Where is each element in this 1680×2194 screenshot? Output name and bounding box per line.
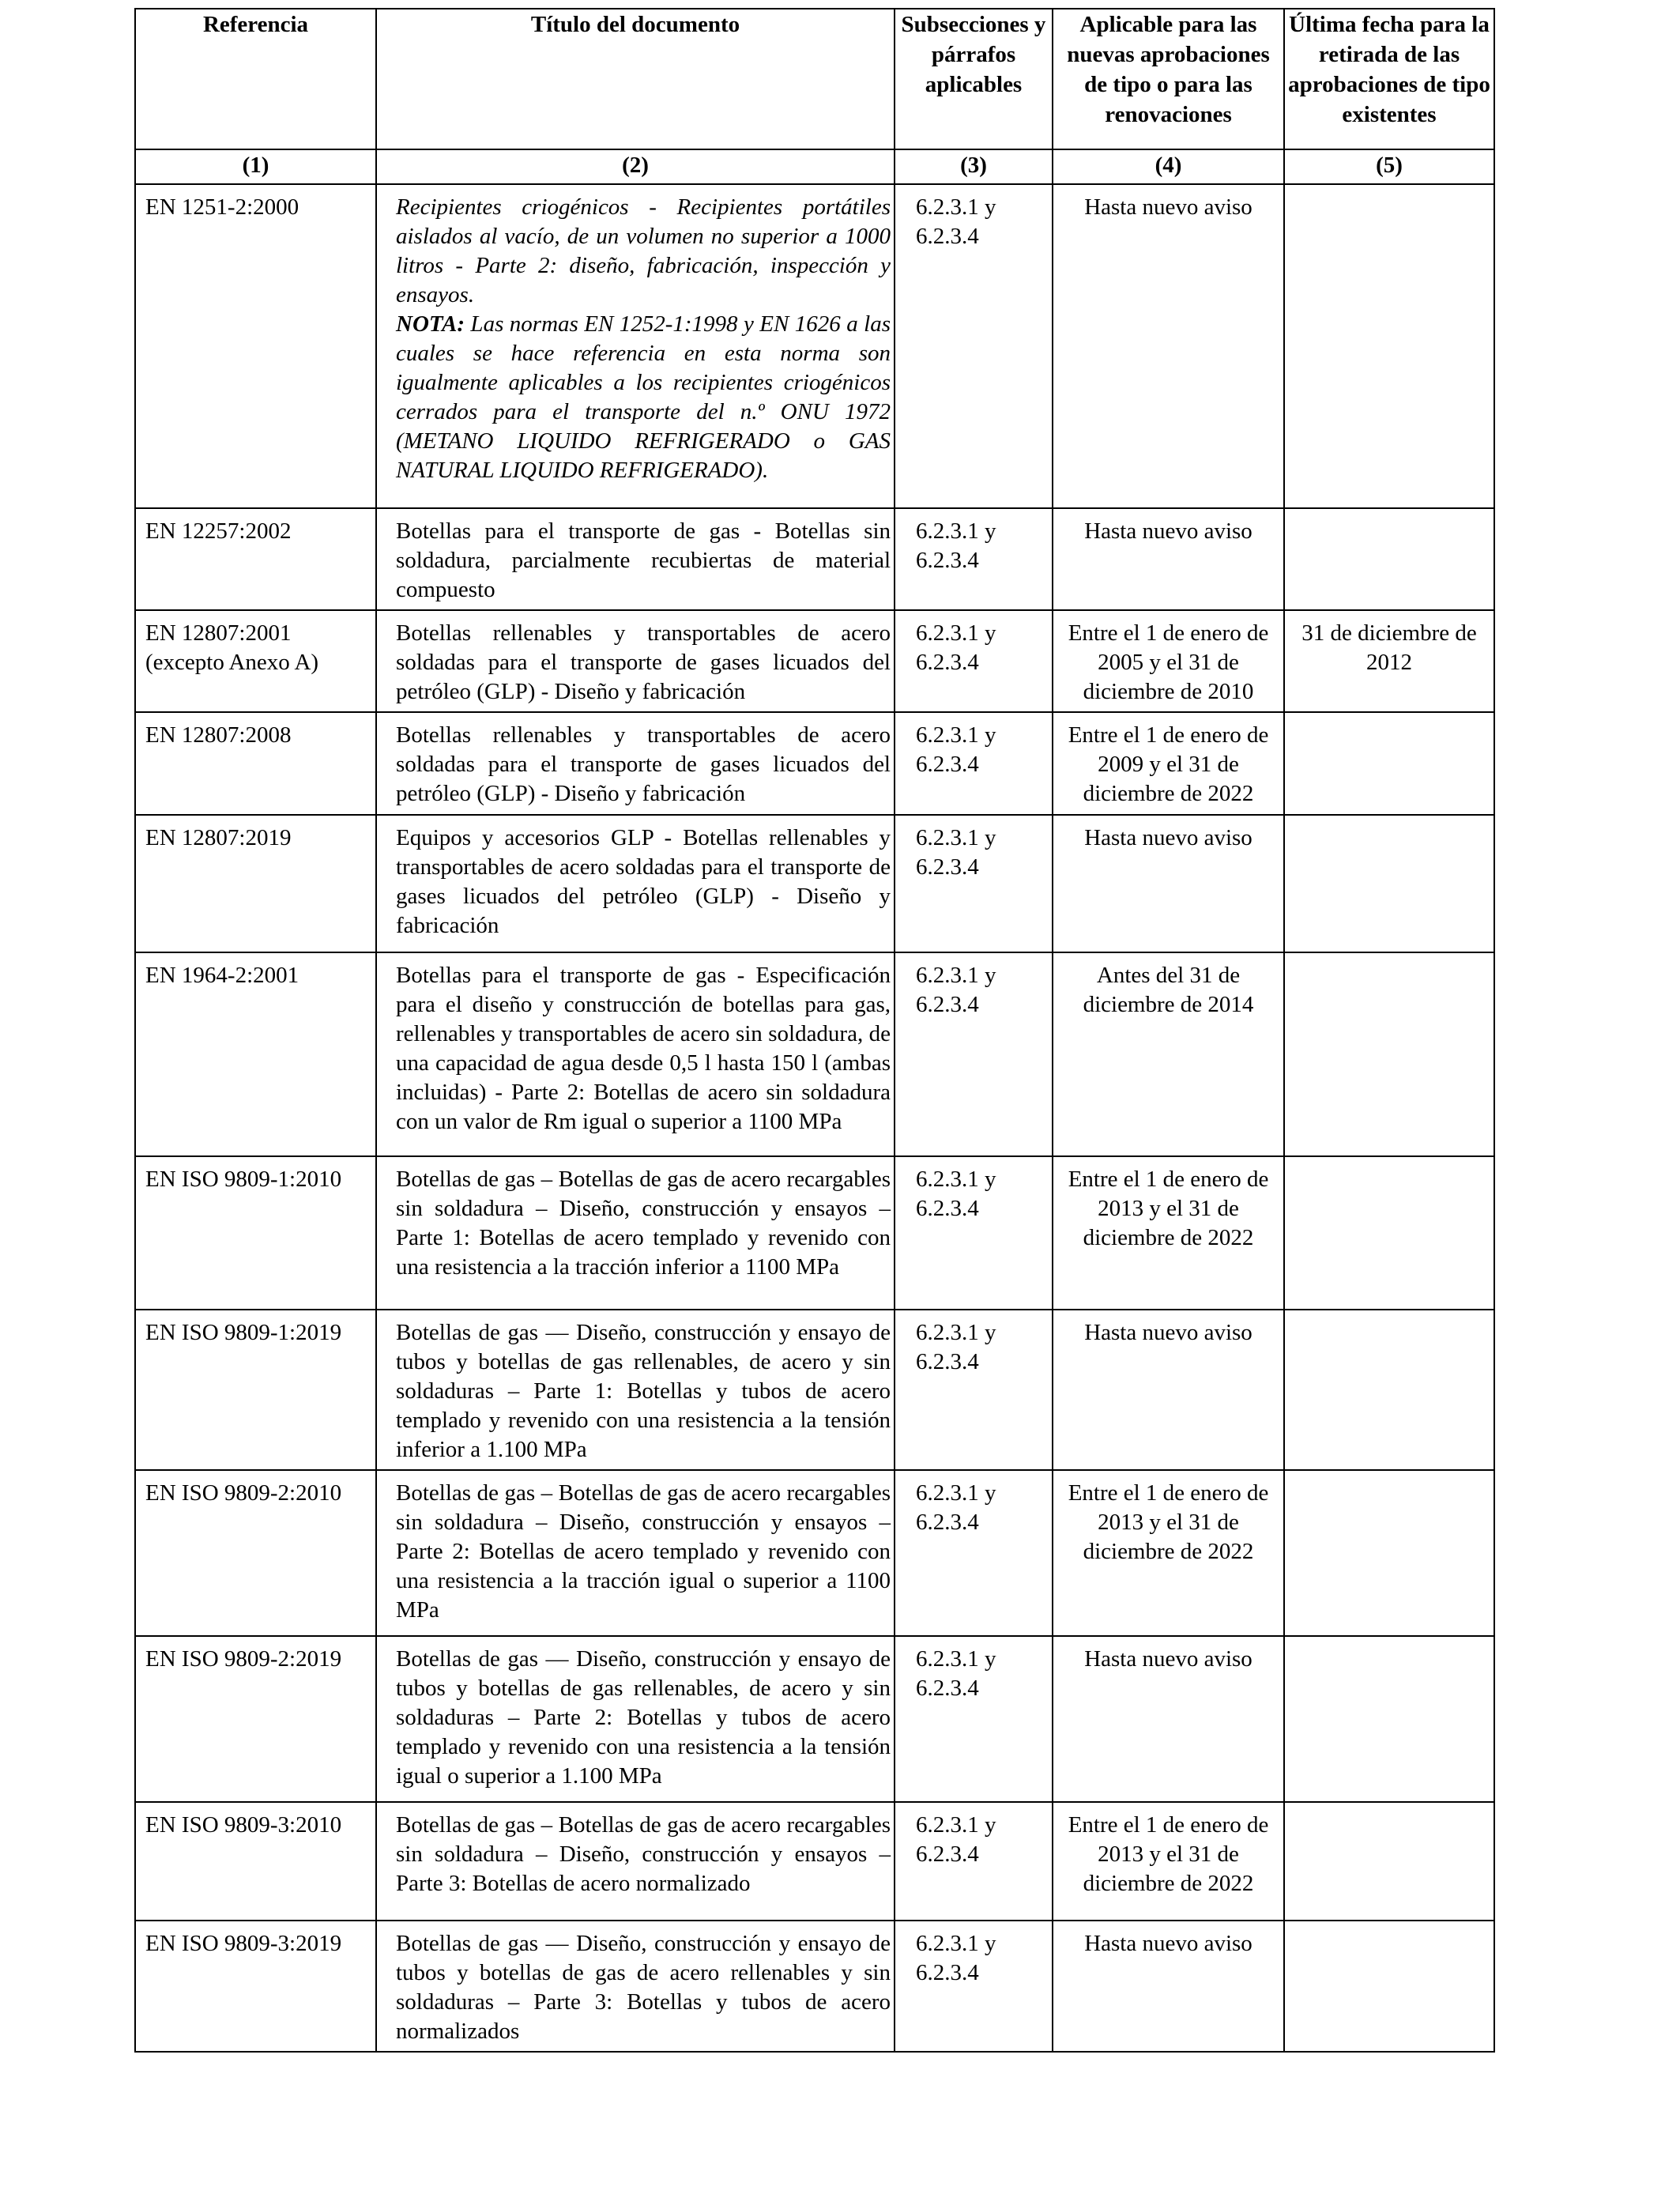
applicable-cell: Hasta nuevo aviso [1053, 1636, 1284, 1802]
last-date-cell [1284, 184, 1494, 508]
reference-cell: EN 12807:2001 (excepto Anexo A) [135, 610, 376, 712]
standards-table [134, 8, 1495, 2053]
applicable-cell: Hasta nuevo aviso [1053, 1310, 1284, 1470]
note-text: Las normas EN 1252-1:1998 y EN 1626 a las cuales se hace referencia en esta norma son igualmente aplicables a los recipientes criogénicos cerrados para el transporte del n.º ONU 1972 (METANO LIQUIDO REFRIGERADO o GAS NATURAL LIQUIDO REFRIGERADO). [396, 311, 891, 483]
applicable-cell: Hasta nuevo aviso [1053, 815, 1284, 952]
last-date-cell [1284, 1470, 1494, 1636]
last-date-cell [1284, 1156, 1494, 1310]
note-label: NOTA: [396, 311, 465, 337]
header-subsections-label: Subsecciones y párrafos aplicables [901, 12, 1046, 97]
column-number: (2) [376, 149, 895, 184]
applicable-cell: Hasta nuevo aviso [1053, 184, 1284, 508]
subsections-cell: 6.2.3.1 y 6.2.3.4 [895, 1921, 1053, 2052]
applicable-cell: Hasta nuevo aviso [1053, 508, 1284, 610]
table-row [135, 1802, 1494, 1921]
column-number: (1) [135, 149, 376, 184]
reference-cell: EN 12257:2002 [135, 508, 376, 610]
table-row [135, 610, 1494, 712]
header-applicable-label: Aplicable para las nuevas aprobaciones de tipo o para las renovaciones [1067, 12, 1270, 127]
title-text: Recipientes criogénicos - Recipientes portátiles aislados al vacío, de un volumen no superior a 1000 litros - Parte 2: diseño, fabricación, inspección y ensayos. [396, 194, 891, 307]
table-row [135, 184, 1494, 508]
applicable-cell: Entre el 1 de enero de 2013 y el 31 de diciembre de 2022 [1053, 1802, 1284, 1921]
column-number-row [135, 149, 1494, 184]
last-date-cell [1284, 1802, 1494, 1921]
applicable-cell: Entre el 1 de enero de 2013 y el 31 de diciembre de 2022 [1053, 1156, 1284, 1310]
subsections-cell: 6.2.3.1 y 6.2.3.4 [895, 815, 1053, 952]
table-row [135, 1310, 1494, 1470]
table-row [135, 1470, 1494, 1636]
subsections-cell: 6.2.3.1 y 6.2.3.4 [895, 1156, 1053, 1310]
last-date-cell [1284, 1921, 1494, 2052]
applicable-cell: Entre el 1 de enero de 2005 y el 31 de diciembre de 2010 [1053, 610, 1284, 712]
title-cell: Botellas rellenables y transportables de acero soldadas para el transporte de gases licuados del petróleo (GLP) - Diseño y fabricación [376, 712, 895, 815]
header-subsections [895, 9, 1053, 149]
title-cell: Botellas rellenables y transportables de acero soldadas para el transporte de gases licuados del petróleo (GLP) - Diseño y fabricación [376, 610, 895, 712]
reference-cell: EN ISO 9809-2:2010 [135, 1470, 376, 1636]
title-cell: Botellas de gas — Diseño, construcción y ensayo de tubos y botellas de gas rellenables, de acero y sin soldaduras – Parte 2: Botellas y tubos de acero templado y revenido con una resistencia a la tensión igual o superior a 1.100 MPa [376, 1636, 895, 1802]
header-row [135, 9, 1494, 149]
reference-cell: EN ISO 9809-3:2019 [135, 1921, 376, 2052]
reference-cell: EN ISO 9809-3:2010 [135, 1802, 376, 1921]
table-row [135, 712, 1494, 815]
reference-cell: EN ISO 9809-1:2019 [135, 1310, 376, 1470]
applicable-cell: Entre el 1 de enero de 2009 y el 31 de diciembre de 2022 [1053, 712, 1284, 815]
subsections-cell: 6.2.3.1 y 6.2.3.4 [895, 712, 1053, 815]
reference-cell: EN 12807:2019 [135, 815, 376, 952]
last-date-cell [1284, 952, 1494, 1156]
subsections-cell: 6.2.3.1 y 6.2.3.4 [895, 1470, 1053, 1636]
header-applicable [1053, 9, 1284, 149]
title-cell: Equipos y accesorios GLP - Botellas rellenables y transportables de acero soldadas para el transporte de gases licuados del petróleo (GLP) - Diseño y fabricación [376, 815, 895, 952]
table-row [135, 1921, 1494, 2052]
header-last-date [1284, 9, 1494, 149]
reference-cell: EN ISO 9809-2:2019 [135, 1636, 376, 1802]
last-date-cell [1284, 1310, 1494, 1470]
column-number: (5) [1284, 149, 1494, 184]
applicable-cell: Hasta nuevo aviso [1053, 1921, 1284, 2052]
last-date-cell [1284, 1636, 1494, 1802]
subsections-cell: 6.2.3.1 y 6.2.3.4 [895, 610, 1053, 712]
reference-cell: EN 1251-2:2000 [135, 184, 376, 508]
header-reference [135, 9, 376, 149]
title-cell [376, 184, 895, 508]
subsections-cell: 6.2.3.1 y 6.2.3.4 [895, 508, 1053, 610]
header-document-title [376, 9, 895, 149]
title-cell: Botellas de gas – Botellas de gas de acero recargables sin soldadura – Diseño, construcción y ensayos – Parte 2: Botellas de acero templado y revenido con una resistencia a la tracción igual o superior a 1100 MPa [376, 1470, 895, 1636]
title-cell: Botellas de gas — Diseño, construcción y ensayo de tubos y botellas de gas rellenables, de acero y sin soldaduras – Parte 1: Botellas y tubos de acero templado y revenido con una resistencia a la tensión inferior a 1.100 MPa [376, 1310, 895, 1470]
table-row [135, 815, 1494, 952]
column-number: (4) [1053, 149, 1284, 184]
table-row [135, 952, 1494, 1156]
header-document-title-label: Título del documento [530, 12, 740, 37]
table-row [135, 508, 1494, 610]
header-last-date-label: Última fecha para la retirada de las aprobaciones de tipo existentes [1288, 12, 1490, 127]
reference-cell: EN ISO 9809-1:2010 [135, 1156, 376, 1310]
subsections-cell: 6.2.3.1 y 6.2.3.4 [895, 1636, 1053, 1802]
subsections-cell: 6.2.3.1 y 6.2.3.4 [895, 184, 1053, 508]
column-number: (3) [895, 149, 1053, 184]
subsections-cell: 6.2.3.1 y 6.2.3.4 [895, 952, 1053, 1156]
last-date-cell [1284, 508, 1494, 610]
title-cell: Botellas para el transporte de gas - Especificación para el diseño y construcción de botellas para gas, rellenables y transportables de acero sin soldadura, de una capacidad de agua desde 0,5 l hasta 150 l (ambas incluidas) - Parte 2: Botellas de acero sin soldadura con un valor de Rm igual o superior a 1100 MPa [376, 952, 895, 1156]
reference-cell: EN 1964-2:2001 [135, 952, 376, 1156]
table-row [135, 1156, 1494, 1310]
subsections-cell: 6.2.3.1 y 6.2.3.4 [895, 1310, 1053, 1470]
title-cell: Botellas de gas — Diseño, construcción y ensayo de tubos y botellas de gas de acero rellenables y sin soldaduras – Parte 3: Botellas y tubos de acero normalizados [376, 1921, 895, 2052]
applicable-cell: Entre el 1 de enero de 2013 y el 31 de diciembre de 2022 [1053, 1470, 1284, 1636]
last-date-cell [1284, 712, 1494, 815]
subsections-cell: 6.2.3.1 y 6.2.3.4 [895, 1802, 1053, 1921]
last-date-cell: 31 de diciembre de 2012 [1284, 610, 1494, 712]
last-date-cell [1284, 815, 1494, 952]
title-cell: Botellas de gas – Botellas de gas de acero recargables sin soldadura – Diseño, construcción y ensayos – Parte 3: Botellas de acero normalizado [376, 1802, 895, 1921]
title-cell: Botellas para el transporte de gas - Botellas sin soldadura, parcialmente recubiertas de material compuesto [376, 508, 895, 610]
reference-cell: EN 12807:2008 [135, 712, 376, 815]
title-cell: Botellas de gas – Botellas de gas de acero recargables sin soldadura – Diseño, construcción y ensayos – Parte 1: Botellas de acero templado y revenido con una resistencia a la tracción inferior a 1100 MPa [376, 1156, 895, 1310]
header-reference-label: Referencia [202, 12, 309, 37]
table-row [135, 1636, 1494, 1802]
applicable-cell: Antes del 31 de diciembre de 2014 [1053, 952, 1284, 1156]
